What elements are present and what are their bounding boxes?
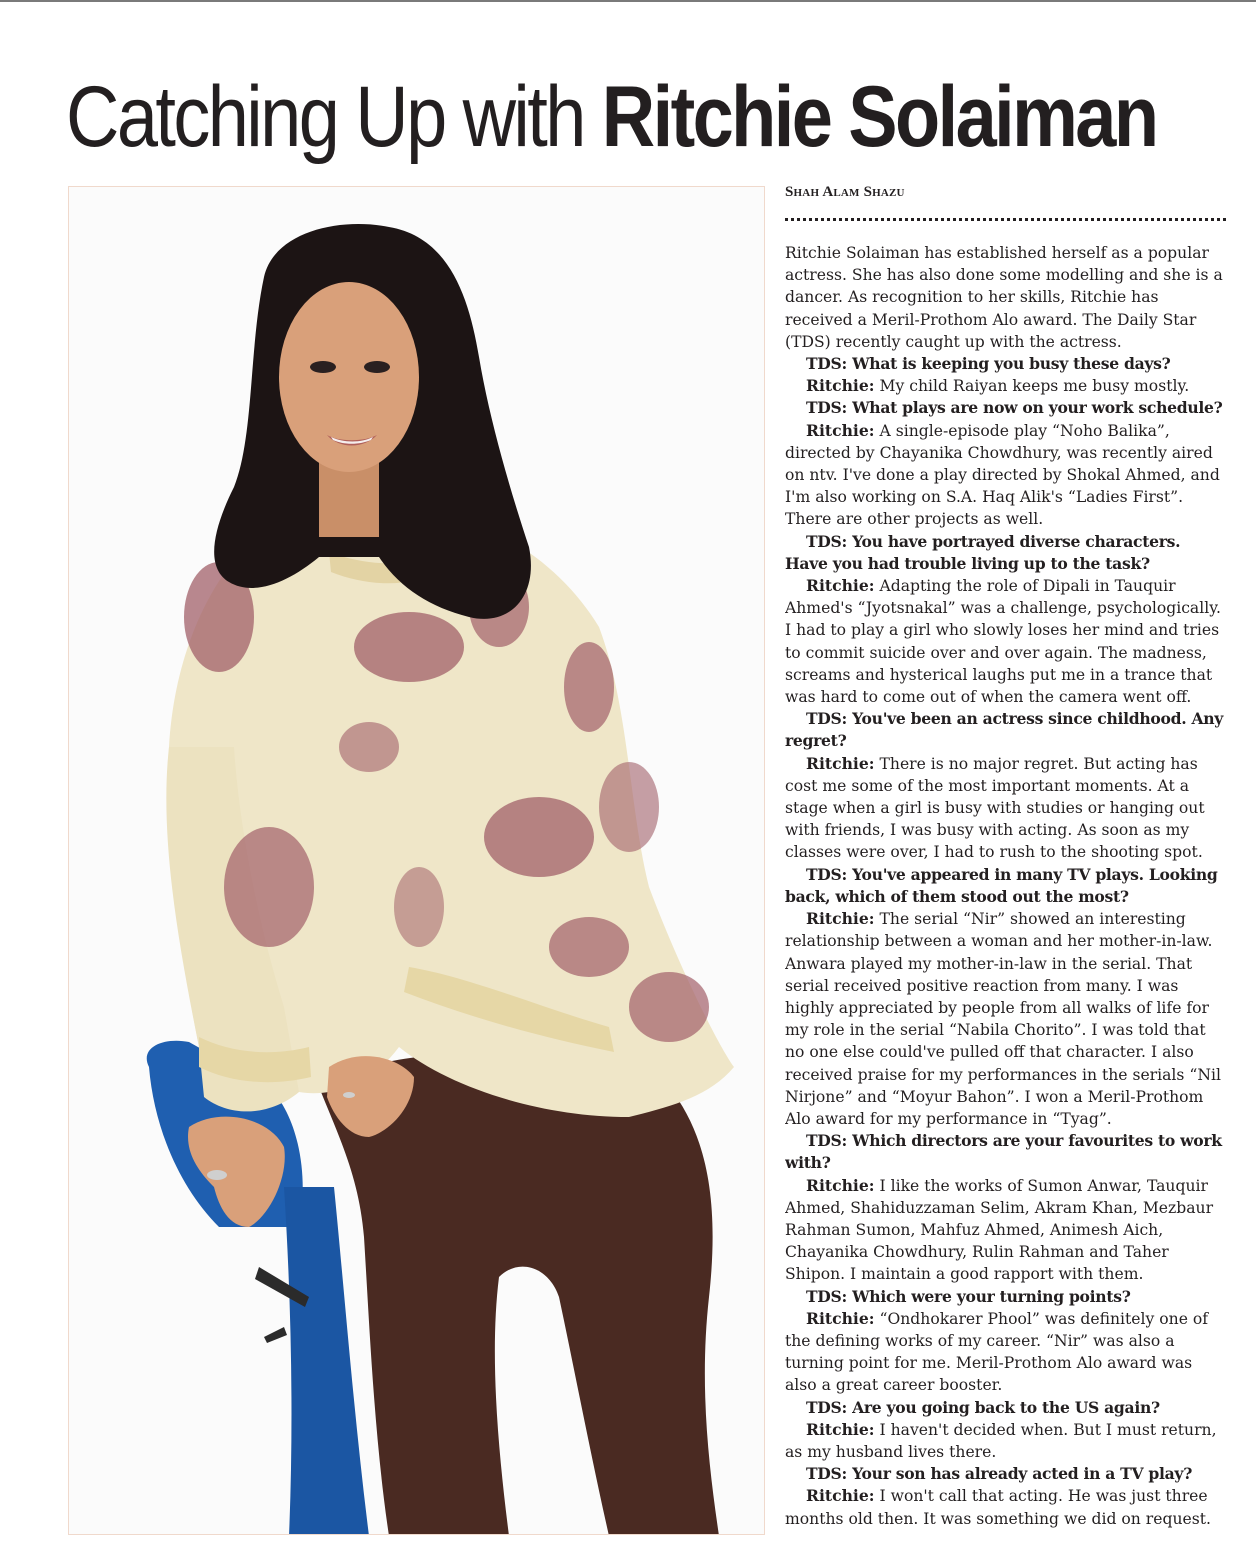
headline-light: Catching Up with <box>66 69 584 165</box>
answer <box>785 1175 1226 1286</box>
answer-text: There is no major regret. But acting has cost me some of the most important moments. At a stage when a girl is busy with studies or hanging out with friends, I was busy with acting. As soon as my classes were over, I had to rush to the shooting spot. <box>785 754 1205 862</box>
answer-speaker: Ritchie: <box>806 909 875 929</box>
answer-text: I won't call that acting. He was just three months old then. It was something we did on request. <box>785 1487 1211 1528</box>
answer-speaker: Ritchie: <box>806 1419 875 1439</box>
answer-speaker: Ritchie: <box>806 1308 875 1328</box>
question: TDS: Which were your turning points? <box>806 1286 1131 1306</box>
answer-speaker: Ritchie: <box>806 753 875 773</box>
answer <box>785 1485 1226 1529</box>
answer-text: The serial “Nir” showed an interesting relationship between a woman and her mother-in-law. Anwara played my mother-in-law in the serial. That serial received positive reaction from many. I was highly appreciated by people from all walks of life for my role in the serial “Nabila Chorito”. I was told that no one else could've pulled off that character. I also received praise for my performances in the serials “Nil Nirjone” and “Moyur Bahon”. I won a Meril-Prothom Alo award for my performance in “Tyag”. <box>785 910 1221 1128</box>
answer-speaker: Ritchie: <box>806 376 875 396</box>
answer <box>785 575 1226 708</box>
answer <box>785 375 1226 397</box>
question: TDS: Are you going back to the US again? <box>806 1397 1160 1417</box>
answer <box>785 908 1226 1130</box>
answer-text: My child Raiyan keeps me busy mostly. <box>879 377 1190 396</box>
answer-text: I haven't decided when. But I must return, as my husband lives there. <box>785 1420 1217 1461</box>
answer-speaker: Ritchie: <box>806 576 875 596</box>
question: TDS: You have portrayed diverse characters. Have you had trouble living up to the task? <box>785 531 1181 573</box>
question: TDS: You've been an actress since childhood. Any regret? <box>785 709 1224 751</box>
question: TDS: Your son has already acted in a TV play? <box>806 1464 1193 1484</box>
answer-text: Adapting the role of Dipali in Tauquir Ahmed's “Jyotsnakal” was a challenge, psychologically. I had to play a girl who slowly loses her mind and tries to commit suicide over and over again. The madness, screams and hysterical laughs put me in a trance that was hard to come out of when the camera went off. <box>785 577 1221 707</box>
article-body <box>785 242 1226 1537</box>
portrait-photo <box>68 186 765 1535</box>
byline-dotted-rule <box>785 218 1226 221</box>
answer <box>785 420 1226 531</box>
headline <box>66 62 1157 172</box>
top-rule <box>0 0 1256 2</box>
answer-speaker: Ritchie: <box>806 1486 875 1506</box>
question: TDS: What is keeping you busy these days? <box>806 354 1171 374</box>
answer-speaker: Ritchie: <box>806 1175 875 1195</box>
headline-bold: Ritchie Solaiman <box>601 69 1157 165</box>
answer-text: A single-episode play “Noho Balika”, directed by Chayanika Chowdhury, was recently aired on ntv. I've done a play directed by Shokal Ahmed, and I'm also working on S.A. Haq Alik's “Ladies First”. There are other projects as well. <box>785 421 1220 529</box>
byline: Shah Alam Shazu <box>785 184 905 200</box>
intro-paragraph: Ritchie Solaiman has established herself as a popular actress. She has also done some modelling and she is a dancer. As recognition to her skills, Ritchie has received a Meril-Prothom Alo award. The Daily Star (TDS) recently caught up with the actress. <box>785 244 1223 351</box>
answer-text: I like the works of Sumon Anwar, Tauquir Ahmed, Shahiduzzaman Selim, Akram Khan, Mezbaur Rahman Sumon, Mahfuz Ahmed, Animesh Aich, Chayanika Chowdhury, Rulin Rahman and Taher Shipon. I maintain a good rapport with them. <box>785 1176 1214 1284</box>
question: TDS: What plays are now on your work schedule? <box>806 398 1223 418</box>
answer-text: “Ondhokarer Phool” was definitely one of the defining works of my career. “Nir” was also a turning point for me. Meril-Prothom Alo award was also a great career booster. <box>785 1309 1209 1395</box>
answer <box>785 1308 1226 1397</box>
question: TDS: You've appeared in many TV plays. Looking back, which of them stood out the most? <box>785 864 1218 906</box>
answer-speaker: Ritchie: <box>806 420 875 440</box>
answer <box>785 753 1226 864</box>
question: TDS: Which directors are your favourites to work with? <box>785 1131 1222 1173</box>
answer <box>785 1419 1226 1463</box>
